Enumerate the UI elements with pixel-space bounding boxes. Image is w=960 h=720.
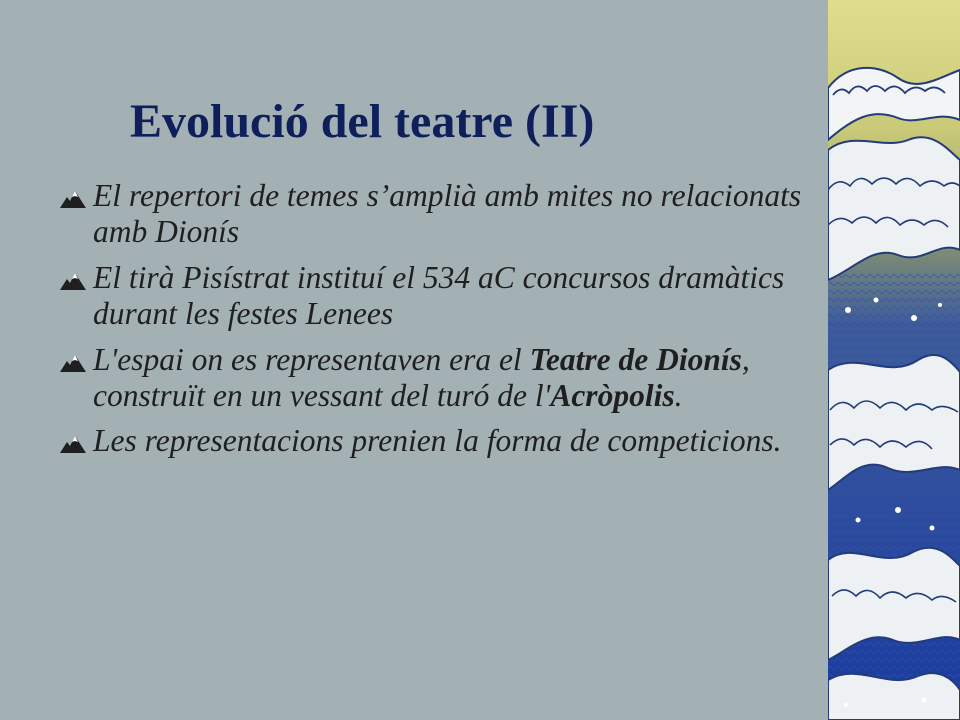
- bullet-item: [60, 423, 860, 459]
- bullet-text: .: [674, 377, 683, 413]
- slide-title: Evolució del teatre (II): [130, 95, 595, 148]
- bullet-text: Les representacions prenien la forma de competicions.: [93, 423, 782, 459]
- great-wave-icon: [828, 0, 960, 720]
- bullet-emphasis: Teatre de Dionís: [529, 341, 742, 377]
- mountain-peak-icon: [60, 353, 86, 373]
- bullet-list: [60, 178, 860, 469]
- bullet-text: El repertori de temes s’amplià amb mites no relacionats amb Dionís: [93, 178, 802, 249]
- bullet-emphasis: Acròpolis: [550, 377, 675, 413]
- bullet-item: [60, 260, 860, 332]
- mountain-peak-icon: [60, 271, 86, 291]
- mountain-peak-icon: [60, 189, 86, 209]
- bullet-item: [60, 342, 860, 414]
- bullet-text: , construït en un vessant del turó de l': [93, 341, 750, 413]
- bullet-text: L'espai on es representaven era el: [93, 341, 530, 377]
- mountain-peak-icon: [60, 434, 86, 454]
- bullet-item: [60, 178, 860, 250]
- bullet-text: El tirà Pisístrat instituí el 534 aC concursos dramàtics durant les festes Lenees: [93, 259, 785, 331]
